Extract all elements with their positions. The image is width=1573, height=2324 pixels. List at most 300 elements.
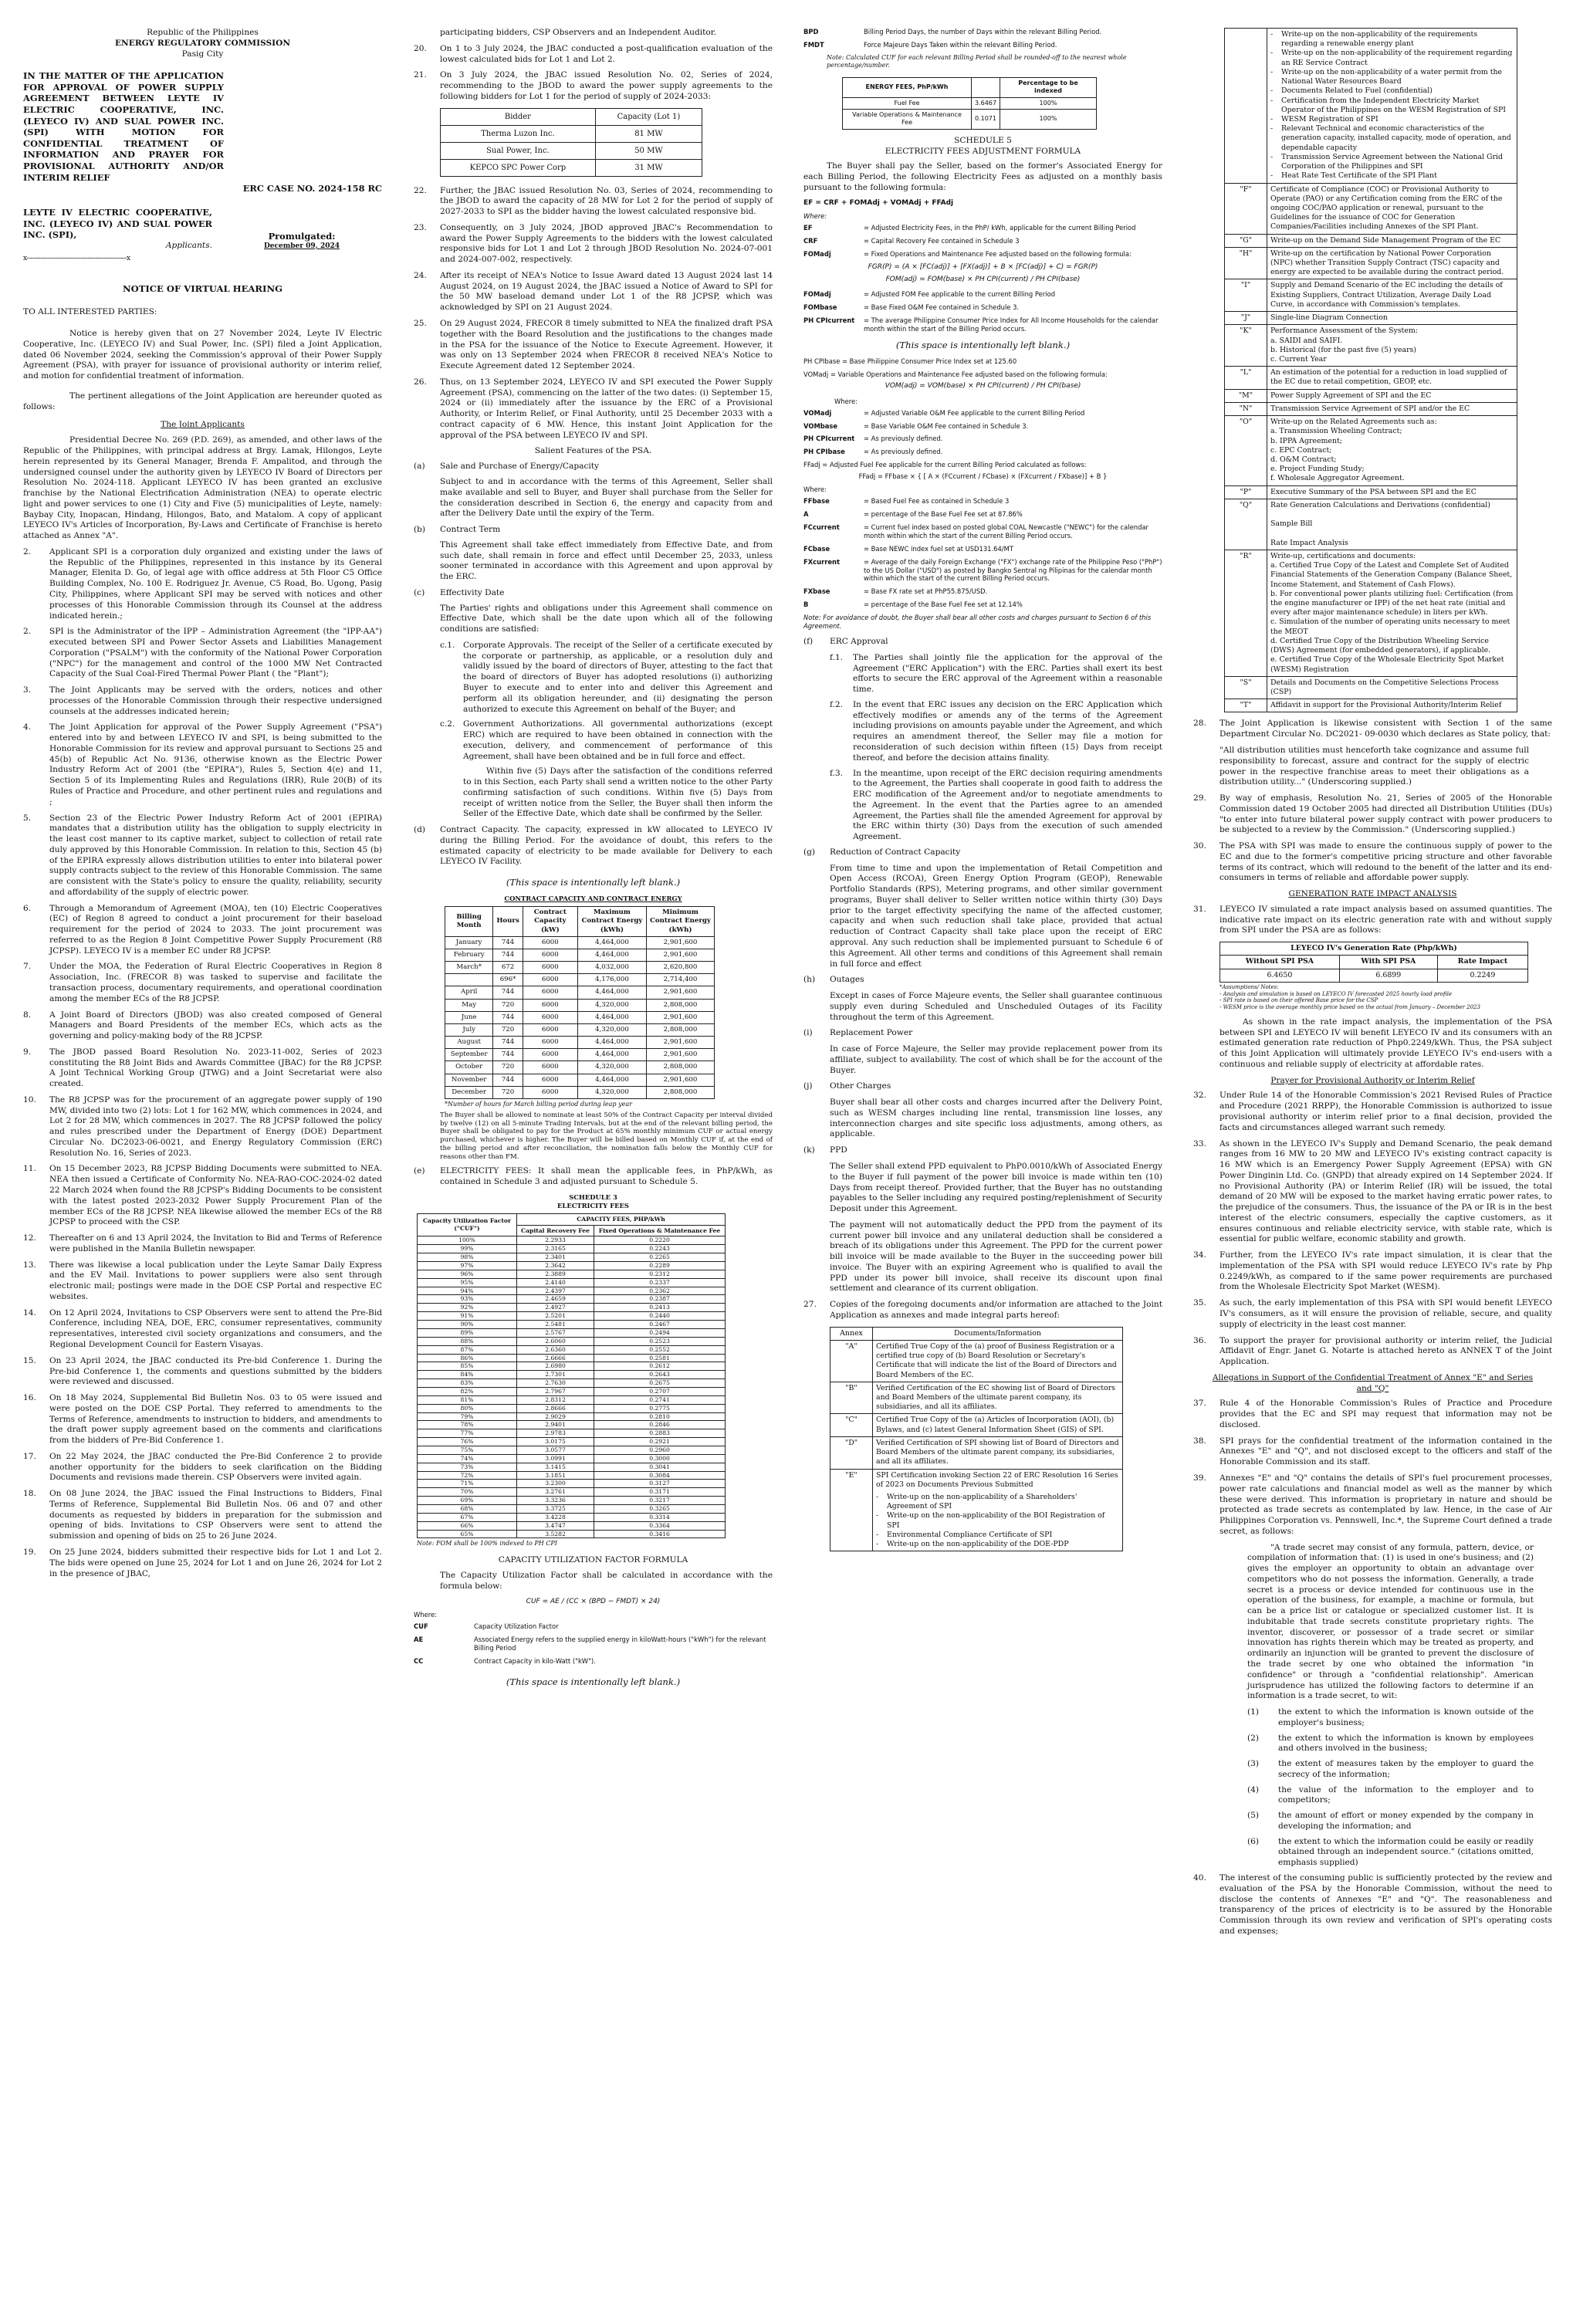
table-cell: 71% — [418, 1480, 517, 1488]
definition-text: = Base NEWC index fuel set at USD131.64/MT — [864, 544, 1013, 553]
table-cell: 2,808,000 — [647, 1061, 715, 1074]
annex-bullet: - Write-up on the non-applicability of the requirements regarding a renewable energy plant — [1270, 30, 1514, 49]
annex-bullet: - Documents Related to Fuel (confidential) — [1270, 86, 1514, 96]
heading-joint-applicants: The Joint Applicants — [161, 420, 245, 430]
rate-header-impact: Rate Impact — [1437, 956, 1527, 969]
promulgated-date: December 09, 2024 — [264, 242, 340, 250]
annex-row — [830, 1436, 1123, 1469]
table-cell: 6000 — [523, 949, 577, 961]
table-cell: 0.3364 — [594, 1521, 725, 1530]
definition-text: = Base FX rate set at PhP55.875/USD. — [864, 587, 988, 596]
table-cell: 73% — [418, 1463, 517, 1471]
fees-row — [418, 1504, 726, 1513]
fees-row — [418, 1438, 726, 1446]
table-cell: 4,176,000 — [577, 974, 646, 986]
table-cell: 3.3236 — [517, 1497, 594, 1505]
feature-i-text: In case of Force Majeure, the Seller may provide replacement power from its affiliate, subject to availability. The cost of which shall be for the account of the Buyer. — [830, 1044, 1162, 1075]
table-cell: July — [445, 1023, 493, 1036]
annex-row — [1225, 416, 1517, 486]
feature-g-label: (g) — [803, 847, 816, 857]
column-2: participating bidders, CSP Observers and an Independent Auditor. 20. On 1 to 3 July 2024, the JBAC conducted a post-qualification evaluation of the lowest calculated bids for Lot 1 and Lot 2. 21. On 3 July 2024, the JBAC issued Resolution No. 02, Series of 2024, recommending to the JBOD to award the power supply agreements to the following bidders for Lot 1 for the period of supply of 2024-2033: Bidder Capacity (Lot 1) Therma Luzon Inc. 81 MW Sual Power, Inc. 50 MW KEPCO SPC Power Corp 31 MW 22. Further, the JBAC issued Resolution No. 03, Series of 2024, recommending to the JBOD to award the capacity of 28 MW for Lot 2 for the period of supply of 2027-2033 to SPI as the bidder having the lowest calculated responsive bid. 23. Consequently, on 3 July 2024, JBOD approved JBAC's Recommendation to award the Power Supply Agreements to the bidders with the lowest calculated responsive bids for Lot 1 and Lot 2 through JBOD Resolution No. 2024-07-001 and 2024-007-002, respectively. 24. After its receipt of NEA's Notice to Issue Award dated 13 August 2024 last 14 August 2024, on 19 August 2024, the JBAC issued a Notice of Award to SPI for the 50 MW baseload demand under Lot 1 of the R8 JCPSP, which was acknowledged by SPI on 21 August 2024. 25. On 29 August 2024, FRECOR 8 timely submitted to NEA the finalized draft PSA together with the Board Resolution and the justifications to the changes made in the PSA for the issuance of the Notice to Execute Agreement. However, it was only on 13 September 2024 when FRECOR 8 received NEA's Notice to Execute Agreement dated 12 September 2024. 26. Thus, on 13 September 2024, LEYECO IV and SPI executed the Power Supply Agreement (PSA), commencing on the latter of the two dates: (i) September 15, 2024 or (ii) immediately after the issuance by the ERC of a Provisional Authority, or Interim Relief, or Final Authority, until 25 December 2033 with a contract capacity of 6 MW. Hence, this instant Joint Application for the approval of the PSA between LEYECO IV and SPI. Salient Features of the PSA. (a) Sale and Purchase of Energy/Capacity Subject to and in accordance with the terms of this Agreement, Seller shall make available and sell to Buyer, and Buyer shall purchase from the Seller for the consideration described in Section 6, the energy and capacity from and after the Delivery Date until the expiry of the Term. (b) Contract Term This Agreement shall take effect immediately from Effective Date, and from such date, shall remain in force and effect until December 25, 2033, unless sooner terminated in accordance with this Agreement and upon approval by the ERC. (c) Effectivity Date The Parties' rights and obligations under this Agreement shall commence on Effective Date, which shall be the date upon which all of the following conditions are satisfied: c.1. Corporate Approvals. The receipt of the Seller of a certificate executed by the corporate or partnership, as applicable, or a resolution duly and validly issued by the board of directors of Buyer, attesting to the fact that the board of directors of Buyer has adopted resolutions (i) authorizing Buyer to execute and to enter into and deliver this Agreement and perform all its obligation hereunder, and (ii) designating the person authorized to execute this Agreement on behalf of the Buyer; and c.2. Government Authorizations. All governmental authorizations (except ERC) which are required to have been obtained in connection with the execution, delivery, and commencement of performance of this Agreement, shall have been obtained and be in full force and effect. Within five (5) Days after the satisfaction of the conditions referred to in this Section, each Party shall send a written notice to the other Party confirming satisfaction of such conditions. Within five (5) Days from receipt of written notice from the Seller, the Buyer shall then inform the Seller of the Effective Date, which date shall be confirmed by the Seller. (d) Contract Capacity. The capacity, expressed in kW allocated to LEYECO IV during the Billing Period. For the avoidance of doubt, this refers to the estimated capacity of electricity to be made available for Delivery to each LEYECO IV Facility. (This space is intentionally left blank.) CONTRACT CAPACITY AND CONTRACT ENERGY Billing Month Hours Contract Capacity (kW) Maximum Contract Energy (kWh) Minimum Contract Energy (kWh) January 744 6000 4,464,000 2,901,600 February 744 6000 4,464,000 2,901,600 March* 672 6000 4,032,000 2,620,800 696* 6000 4,176,000 2,714,400 April 744 6000 4,464,000 2,901,600 May 720 6000 4,320,000 2,808,000 June 744 6000 4,464,000 2,901,600 July 720 6000 4,320,000 2,808,000 August 744 6000 4,464,000 2,901,600 September 744 6000 4,464,000 2,901,600 October 720 6000 4,320,000 2,808,000 November 744 6000 4,464,000 2,901,600 December 720 6000 4,320,000 2,808,000 *Number of hours for March billing period during leap year The Buyer shall be allowed to nominate at least 50% of the Contract Capacity per interval divided by twelve (12) on all 5-minute Trading Intervals, but at the end of the relevant billing period, the Buyer shall be obligated to pay for the Product at 65% monthly minimum CUF or actual energy purchased, whichever is higher. The Buyer will be billed based on Monthly CUF if, at the end of the billing period and after reconciliation, the nomination falls below the Monthly CUF for reasons other than FM. (e) ELECTRICITY FEES: It shall mean the applicable fees, in PhP/kWh, as contained in Schedule 3 and adjusted pursuant to Schedule 5. SCHEDULE 3 ELECTRICITY FEES Capacity Utilization Factor ("CUF") CAPACITY FEES, PHP/kWh Capital Recovery Fee Fixed Operations & Maintenance Fee 100% 2.2933 0.2220 99% 2.3165 0.2243 98% 2.3401 0.2265 97% 2.3642 0.2289 96% 2.3889 0.2312 95% 2.4140 0.2337 94% 2.4397 0.2362 93% 2.4659 0.2387 92% 2.4927 0.2413 91% 2.5201 0.2440 90% 2.5481 0.2467 89% 2.5767 0.2494 88% 2.6060 0.2523 87% 2.6360 0.2552 86% 2.6666 0.2581 85% 2.6980 0.2612 84% 2.7301 0.2643 83% 2.7630 0.2675 82% 2.7967 0.2707 81% 2.8312 0.2741 80% 2.8666 0.2775 79% 2.9029 0.2810 78% 2.9401 0.2846 77% 2.9783 0.2883 76% 3.0175 0.2921 75% 3.0577 0.2960 74% 3.0991 0.3000 73% 3.1415 0.3041 72% 3.1851 0.3084 71% 3.2300 0.3127 70% 3.2761 0.3171 69% 3.3236 0.3217 68% 3.3725 0.3265 67% 3.4228 0.3314 66% 3.4747 0.3364 65% 3.5282 0.3416 Note: FOM shall be 100% indexed to PH CPI CAPACITY UTILIZATION FACTOR FORMULA The Capacity Utilization Factor shall be calculated in accordance with the formula below: CUF = AE / (CC × (BPD − FMDT) × 24) Where: CUF Capacity Utilization Factor AE Associated Energy refers to the supplied energy in kiloWatt-hours ("kWh") for the relevant Billing Period CC Contract Capacity in kilo-Watt ("kW"). (This space is intentionally left blank.) — [414, 28, 773, 1687]
col1-item — [23, 1260, 382, 1303]
table-cell: 6000 — [523, 999, 577, 1011]
table-cell: 0.2494 — [594, 1328, 725, 1337]
annex-document: Write-up, certifications and documents: a. Certified True Copy of the Latest and Complete Set of Audited Financial Statements of the Generation Company (Balance Sheet, Income Statement, and Statement of Cash Flows). b. For conventional power plants utilizing fuel: Certification (from the engine manufacturer or IPP) of the net heat rate (initial and every after major maintenance schedule) in liters per kWh. c. Simulation of the number of operating units necessary to meet the MEOT d. Certified True Copy of the Distribution Wheeling Service (DWS) Agreement (for embedded generators), if applicable. e. Certified True Copy of the Wholesale Electricity Spot Market (WESM) Registration — [1267, 550, 1517, 676]
table-cell: 75% — [418, 1446, 517, 1454]
table-cell: 744 — [493, 1074, 523, 1086]
ef-definitions — [803, 224, 1162, 259]
index-header-percentage: Percentage to be indexed — [1000, 77, 1096, 97]
fees-row — [418, 1387, 726, 1395]
annex-letter: "H" — [1225, 247, 1267, 279]
definition-term: FOMadj — [803, 290, 831, 299]
item-text: On 29 August 2024, FRECOR 8 timely submitted to NEA the finalized draft PSA together with the Board Resolution and the justifications to the changes made in the PSA for the issuance of the Notice to Execute Agreement. However, it was only on 13 September 2024 when FRECOR 8 received NEA's Notice to Execute Agreement dated 12 September 2024. — [440, 319, 773, 371]
annex-bullet: - Write-up on the non-applicability of the requirement regarding an RE Service Contract — [1270, 49, 1514, 67]
heading-allegations: Allegations in Support of the Confidential Treatment of Annex "E" and Series and "Q" — [1212, 1372, 1534, 1393]
contract-energy-table — [445, 906, 715, 1099]
fom-definitions — [803, 290, 1162, 333]
col1-item — [23, 1010, 382, 1042]
column-1 — [23, 28, 382, 1585]
col1-item — [23, 685, 382, 717]
definition-row — [803, 545, 1162, 553]
item-text: As shown in the LEYECO IV's Supply and Demand Scenario, the peak demand ranges from 16 MW to 20 MW and LEYECO IV's existing contract capacity is 16 MW which is an Emergency Power Supply Agreement (EPSA) with GN Power Dinginin Ltd. Co. (GNPD) that already expired on 14 September 2024. If no Provisional Authority (PA) or Interim Relief (IR) will be issued, the total demand of 20 MW will be exposed to the market having erratic power rates, to the prejudice of the consumers. Thus, the issuance of the PA or IR is in the best interest of the electric consumers, especially the captive customers, as it ensures continuous and reliable electricity service, with stable rate, which is essential for public welfare, economic stability and growth. — [1219, 1138, 1552, 1244]
item-text: Thereafter on 6 and 13 April 2024, the Invitation to Bid and Terms of Reference were published in the Manila Bulletin newspaper. — [49, 1233, 382, 1253]
factor-number: (2) — [1247, 1733, 1260, 1743]
table-cell: 0.3127 — [594, 1480, 725, 1488]
rate-table-title: LEYECO IV's Generation Rate (Php/kWh) — [1220, 942, 1528, 956]
table-cell: December — [445, 1086, 493, 1098]
fees-row — [418, 1362, 726, 1371]
heading-cuf-formula: CAPACITY UTILIZATION FACTOR FORMULA — [498, 1555, 688, 1565]
definition-text: Billing Period Days, the number of Days within the relevant Billing Period. — [864, 28, 1102, 36]
factor-item — [1247, 1707, 1534, 1729]
feature-d-contract-capacity: Contract Capacity. The capacity, expressed in kW allocated to LEYECO IV during the Billing Period. For the avoidance of doubt, this refers to the estimated capacity of electricity to be made available for Delivery to each LEYECO IV Facility. — [440, 825, 773, 867]
annex-bullet: - Relevant Technical and economic characteristics of the generation capacity, installed capacity, mode of operation, and dependable capacity — [1270, 124, 1514, 153]
table-cell: 720 — [493, 1086, 523, 1098]
table-cell: 4,032,000 — [577, 962, 646, 974]
table-cell: 89% — [418, 1328, 517, 1337]
schedule-5-paragraph: The Buyer shall pay the Seller, based on the former's Associated Energy for each Billing Period, the following Electricity Fees as adjusted on a monthly basis pursuant to the following formula: — [803, 161, 1162, 192]
item-text: Consequently, on 3 July 2024, JBOD approved JBAC's Recommendation to award the Power Supply Agreements to the bidders with the lowest calculated responsive bids for Lot 1 and Lot 2 through JBOD Resolution No. 2024-07-001 and 2024-007-002, respectively. — [440, 222, 773, 265]
table-cell: 0.2960 — [594, 1446, 725, 1454]
table-cell: 68% — [418, 1504, 517, 1513]
factor-number: (1) — [1247, 1707, 1260, 1717]
annex-document: Supply and Demand Scenario of the EC including the details of Existing Suppliers, Contract Utilization, Average Daily Load Curve, in accordance with Commission's templates. — [1267, 279, 1517, 312]
energy-row — [445, 936, 715, 949]
ff-where: Where: — [803, 485, 827, 494]
definition-term: VOMbase — [803, 421, 838, 430]
fees-row — [418, 1429, 726, 1438]
fees-note: Note: FOM shall be 100% indexed to PH CPI — [417, 1540, 557, 1548]
energy-header-cell: Billing Month — [445, 907, 493, 937]
ff-note: Note: For avoidance of doubt, the Buyer shall bear all other costs and charges pursuant to Section 6 of this Agreement. — [803, 614, 1152, 631]
definition-text: Capacity Utilization Factor — [474, 1622, 559, 1631]
definition-term: FCcurrent — [803, 523, 840, 531]
fees-row — [418, 1513, 726, 1521]
item-number: 36. — [1193, 1335, 1206, 1345]
definition-term: PH CPIcurrent — [803, 435, 855, 443]
table-cell: 90% — [418, 1321, 517, 1329]
definition-row — [803, 435, 1162, 443]
definition-row — [803, 41, 1162, 49]
energy-row — [445, 949, 715, 961]
energy-row — [445, 1011, 715, 1023]
feature-f-label: (f) — [803, 637, 814, 647]
energy-row — [445, 1023, 715, 1036]
rate-table-notes: *Assumptions/ Notes: - Analysis and simulation is based on LEYECO IV forecasted 2025 hourly load profile - SPI rate is based on their offered Base price for the CSP - WESM price is the average monthly price based on the actual from January – December 2023 — [1219, 983, 1480, 1011]
item-number: 14. — [23, 1307, 36, 1318]
col4a-item — [1193, 1336, 1552, 1368]
item-30: The PSA with SPI was made to ensure the continuous supply of power to the EC and due to the former's competitive pricing structure and other favorable terms of its contract, which will redound to the benefit of the latter and its end-consumers in terms of reliable and affordable power supply. — [1219, 841, 1552, 883]
definition-term: VOMadj — [803, 408, 832, 417]
table-cell: 744 — [493, 1037, 523, 1049]
rate-with-value: 6.6899 — [1339, 969, 1437, 982]
energy-header-cell: Hours — [493, 907, 523, 937]
annex-row — [1225, 389, 1517, 402]
table-cell: 2,808,000 — [647, 1023, 715, 1036]
item-number: 3. — [23, 685, 32, 695]
item-text: SPI is the Administrator of the IPP – Administration Agreement (the "IPP-AA") executed between SPI and Power Sector Assets and Liabilities Management Corporation ("PSALM") with the conformity of the National Power Corporation ("NPC") for the management and control of the 1000 MW Net Contracted Capacity of the Sual Coal-Fired Thermal Power Plant ( the "Plant"); — [49, 627, 382, 679]
erc-approval-f1: The Parties shall jointly file the application for the approval of the Agreement ("ERC Application") with the ERC. Parties shall exert its best efforts to secure the ERC approval of the Agreement within a reasonable time. — [853, 652, 1162, 695]
ff-definitions — [803, 497, 1162, 609]
fees-row — [418, 1488, 726, 1497]
table-cell: 79% — [418, 1412, 517, 1421]
factor-item — [1247, 1811, 1534, 1832]
table-cell: 100% — [418, 1236, 517, 1245]
quote-trade-secret: "A trade secret may consist of any formula, pattern, device, or compilation of information that: (1) is used in one's business; and (2) gives the employer an opportunity to obtain an advantage over competitors who do not possess the information. Generally, a trade secret is a process or device intended for continuous use in the operation of the business, for example, a machine or formula, but can be a price list or catalogue or specialized customer list. It is indubitable that trade secrets constitute proprietary rights. The inventor, discoverer, or possessor of a trade secret or similar innovation has rights therein which may be treated as property, and ordinarily an injunction will be granted to prevent the disclosure of the trade secret by one who obtained the information "in confidence" or through a "confidential relationship". American jurisprudence has utilized the following factors to determine if an information is a trade secret, to wit: — [1247, 1542, 1534, 1701]
table-cell: 2.3642 — [517, 1262, 594, 1270]
table-cell: 0.2387 — [594, 1295, 725, 1304]
table-cell: 2.9029 — [517, 1412, 594, 1421]
vom-paragraph: VOMadj = Variable Operations and Maintenance Fee adjusted based on the following formula: — [803, 370, 1108, 379]
fees-row — [418, 1278, 726, 1287]
annex-document: Certificate of Compliance (COC) or Provisional Authority to Operate (PAO) or any Certification coming from the ERC of the ongoing COC/PAO application or renewal, pursuant to the Guidelines for the issuance of COC for Generation Companies/Facilities including Annexes of the SPI Plant. — [1267, 183, 1517, 234]
annex-bullet: - Certification from the Independent Electricity Market Operator of the Philippines on the WESM Registration of SPI — [1270, 96, 1514, 115]
table-cell: 70% — [418, 1488, 517, 1497]
table-cell: 77% — [418, 1429, 517, 1438]
table-cell: 0.2362 — [594, 1287, 725, 1295]
annex-bullet: - Write-up on the non-applicability of a water permit from the National Water Resources Board — [1270, 68, 1514, 86]
table-cell: 0.3416 — [594, 1530, 725, 1538]
heading-prayer: Prayer for Provisional Authority or Interim Relief — [1270, 1075, 1475, 1085]
col4b-item — [1193, 1436, 1552, 1468]
table-cell: 0.2810 — [594, 1412, 725, 1421]
item-number: 8. — [23, 1010, 32, 1020]
feature-j-text: Buyer shall bear all other costs and charges incurred after the Delivery Point, such as WESM charges including line rental, transmission line losses, any interconnection charges and site specific loss adjustments, among others, as applicable. — [830, 1098, 1162, 1139]
factor-text: the extent to which the information is known outside of the employer's business; — [1278, 1707, 1534, 1727]
definition-text: = The average Philippine Consumer Price Index for All Income Households for the calendar month within the start of the Billing Period occurs. — [864, 316, 1159, 333]
fees-row — [418, 1371, 726, 1379]
item-text: On 08 June 2024, the JBAC issued the Final Instructions to Bidders, Final Terms of Reference, Supplemental Bid Bulletin Nos. 06 and 07 and other documents as requested by bidders in preparation for the submission and opening of bids. Invitations to CSP Observers were sent to attend the submission and opening of bids on 25 to 26 June 2024. — [49, 1489, 382, 1541]
fees-row — [418, 1270, 726, 1278]
table-cell: 0.2643 — [594, 1371, 725, 1379]
annex-letter: "M" — [1225, 389, 1267, 402]
energy-row — [445, 1086, 715, 1098]
item-text: On 3 July 2024, the JBAC issued Resolution No. 02, Series of 2024, recommending to the JBOD to award the power supply agreements to the following bidders for Lot 1 for the period of supply of 2024-2033: — [440, 70, 773, 101]
fees-row — [418, 1480, 726, 1488]
table-cell: 2.2933 — [517, 1236, 594, 1245]
item-text: As such, the early implementation of this PSA with SPI would benefit LEYECO IV's consumers, as it will ensure the provision of reliable, secure, and quality supply of electricity in the least cost manner. — [1219, 1298, 1552, 1329]
table-cell: Therma Luzon Inc. — [441, 125, 596, 142]
feature-label: (b) — [414, 525, 426, 535]
item-31: LEYECO IV simulated a rate impact analysis based on assumed quantities. The indicative rate impact on its electric generation rate with and without supply from SPI under the PSA are as follows: — [1219, 904, 1552, 935]
definition-row — [414, 1622, 773, 1631]
cuf-where: Where: — [414, 1611, 437, 1619]
col4a-item — [1193, 1298, 1552, 1330]
table-cell: 696* — [493, 974, 523, 986]
table-cell: 72% — [418, 1471, 517, 1480]
index-header-fee: ENERGY FEES, PhP/kWh — [843, 77, 972, 97]
definition-text: = As previously defined. — [864, 448, 943, 456]
table-cell: 2.8666 — [517, 1404, 594, 1412]
blank-note-2: (This space is intentionally left blank.) — [506, 1676, 681, 1687]
table-cell: 2.7301 — [517, 1371, 594, 1379]
table-cell: 720 — [493, 1061, 523, 1074]
table-cell: 0.2312 — [594, 1270, 725, 1278]
table-cell: 2.4927 — [517, 1304, 594, 1312]
factor-text: the extent of measures taken by the employer to guard the secrecy of the information; — [1278, 1759, 1534, 1779]
case-number: ERC CASE NO. 2024-158 RC — [242, 183, 382, 195]
item-number: 2. — [23, 546, 32, 556]
fees-header-fom: Fixed Operations & Maintenance Fee — [594, 1225, 725, 1236]
rate-header-with: With SPI PSA — [1339, 956, 1437, 969]
item-number: 16. — [23, 1393, 36, 1403]
item-text: The JBOD passed Board Resolution No. 2023-11-002, Series of 2023 constituting the R8 Joint Bids and Awards Committee (JBAC) for the R8 JCPSP. A Joint Technical Working Group (JTWG) and a Joint Secretariat were also created. — [49, 1047, 382, 1089]
table-cell: 0.3171 — [594, 1488, 725, 1497]
table-cell: 3.5282 — [517, 1530, 594, 1538]
fees-row — [418, 1354, 726, 1362]
table-cell: 65% — [418, 1530, 517, 1538]
factor-number: (6) — [1247, 1836, 1260, 1846]
table-cell: 6000 — [523, 1086, 577, 1098]
table-cell: 744 — [493, 1049, 523, 1061]
table-cell: 92% — [418, 1304, 517, 1312]
promulgated-label: Promulgated: — [268, 231, 336, 242]
erc-approval-f2: In the event that ERC issues any decision on the ERC Application which effectively modifies or amends any of the terms of the Agreement including provisions on amounts payable under the Agreement, and which requires an amendment thereof, the Seller may file a motion for reconsideration of such decision within fifteen (15) Days from receipt thereof, and before the decision attains finality. — [853, 699, 1162, 763]
fees-row — [418, 1404, 726, 1412]
table-cell: 0.2289 — [594, 1262, 725, 1270]
index-row — [843, 97, 1097, 109]
table-cell — [445, 974, 493, 986]
factor-item — [1247, 1734, 1534, 1755]
erc-approval-f3: In the meantime, upon receipt of the ERC decision requiring amendments to the Agreement, the Parties shall cooperate in good faith to address the ERC modification of the Agreement and/or to negotiate amendments to the Agreement. In the event that the Parties agree to an amended Agreement, the Parties shall file the amended Agreement for approval by the ERC within thirty (30) Days from the execution of such amended Agreement. — [853, 768, 1162, 842]
annex-row — [1225, 499, 1517, 550]
bid-row — [441, 142, 702, 159]
item-29: By way of emphasis, Resolution No. 21, Series of 2005 of the Honorable Commission dated 19 October 2005 had directed all Distribution Utilities (DUs) "to enter into future bilateral power supply contract with power producers to be subjected to a review by the Commission." (Underscoring supplied.) — [1219, 793, 1552, 835]
definition-text: Force Majeure Days Taken within the relevant Billing Period. — [864, 40, 1057, 49]
table-cell: 81 MW — [595, 125, 702, 142]
col1-item — [23, 722, 382, 807]
table-cell: 2.5201 — [517, 1312, 594, 1321]
table-cell: 0.2440 — [594, 1312, 725, 1321]
item-number: 21. — [414, 70, 427, 80]
energy-row — [445, 1061, 715, 1074]
table-cell: 6000 — [523, 974, 577, 986]
annex-document: Transmission Service Agreement of SPI and/or the EC — [1267, 402, 1517, 415]
fees-header-cuf: Capacity Utilization Factor ("CUF") — [418, 1213, 517, 1236]
definition-term: PH CPIcurrent — [803, 316, 855, 325]
table-cell: 6000 — [523, 1049, 577, 1061]
table-cell: 4,464,000 — [577, 1074, 646, 1086]
table-cell: 2.9783 — [517, 1429, 594, 1438]
republic-line: Republic of the Philippines — [147, 28, 259, 37]
rate-impact-value: 0.2249 — [1437, 969, 1527, 982]
table-cell: 88% — [418, 1337, 517, 1345]
table-cell: 744 — [493, 1011, 523, 1023]
vom-equation: VOM(adj) = VOM(base) × PH CPI(current) / PH CPI(base) — [885, 381, 1081, 390]
bid-header-bidder: Bidder — [441, 108, 596, 125]
definition-term: EF — [803, 224, 813, 232]
definition-term: CRF — [803, 237, 818, 245]
factor-number: (4) — [1247, 1784, 1260, 1795]
definition-row — [803, 558, 1162, 584]
table-cell: 76% — [418, 1438, 517, 1446]
table-cell: 6000 — [523, 1011, 577, 1023]
vom-where: Where: — [834, 397, 858, 405]
item-text: Under Rule 14 of the Honorable Commission's 2021 Revised Rules of Practice and Procedure (2021 RRPP), the Honorable Commission is authorized to issue provisional authority or interim relief prior to a final decision, provided the facts and circumstances alleged warrant such remedy. — [1219, 1091, 1552, 1132]
definition-term: FMDT — [803, 40, 824, 49]
definition-row — [803, 303, 1162, 312]
table-cell: 3.4747 — [517, 1521, 594, 1530]
table-cell: 4,320,000 — [577, 1023, 646, 1036]
table-cell: 0.2775 — [594, 1404, 725, 1412]
definition-text: = Adjusted Variable O&M Fee applicable to the current Billing Period — [864, 408, 1085, 417]
heading-contract-energy: CONTRACT CAPACITY AND CONTRACT ENERGY — [504, 895, 682, 903]
table-cell: 3.1415 — [517, 1463, 594, 1471]
fees-row — [418, 1463, 726, 1471]
item-text: The Joint Application for approval of the Power Supply Agreement ("PSA") entered into by and between LEYECO IV and SPI, is being submitted to the Honorable Commission for its review and approval pursuant to Sections 25 and 45(b) of Republic Act No. 9136, otherwise known as the Electric Power Industry Reform Act of 2001 (the "EPIRA"), Rules 5, Section 4(e) and 11, Section 5 of its Implementing Rules and Regulations (IRR), Rule 20(B) of its Rules of Practice and Procedure, and other pertinent rules and regulations and ; — [49, 722, 382, 807]
index-row — [843, 110, 1097, 130]
table-cell: 2.6980 — [517, 1362, 594, 1371]
annex-row — [1225, 325, 1517, 367]
table-cell: 6000 — [523, 1037, 577, 1049]
definition-term: AE — [414, 1636, 424, 1644]
rate-impact-table — [1219, 942, 1528, 983]
table-cell: 2,808,000 — [647, 1086, 715, 1098]
blank-note-1: (This space is intentionally left blank.) — [506, 877, 681, 888]
trade-secret-factors — [1247, 1707, 1534, 1869]
annex-document: Single-line Diagram Connection — [1267, 312, 1517, 325]
table-cell: 66% — [418, 1521, 517, 1530]
item-number: 10. — [23, 1094, 36, 1104]
table-cell: 0.1071 — [971, 110, 1000, 130]
table-cell: 85% — [418, 1362, 517, 1371]
commission-city: Pasig City — [181, 49, 224, 59]
col1-item — [23, 627, 382, 680]
item-text: On 25 June 2024, bidders submitted their respective bids for Lot 1 and Lot 2. The bids were opened on June 25, 2024 for Lot 1 and on June 26, 2024 for Lot 2 in the presence of JBAC, — [49, 1547, 382, 1578]
quote-28: "All distribution utilities must henceforth take cognizance and assume full responsibility to forecast, assure and contract for the supply of electric power in the respective franchise areas to meet their obligations as a distribution utility..." (Underscoring supplied.) — [1219, 745, 1529, 787]
annex-document: Affidavit in support for the Provisional Authority/Interim Relief — [1267, 699, 1517, 712]
cuf-intro: The Capacity Utilization Factor shall be calculated in accordance with the formula below: — [440, 1571, 773, 1591]
item-number: 33. — [1193, 1138, 1206, 1148]
table-cell: September — [445, 1049, 493, 1061]
table-cell: 2.4659 — [517, 1295, 594, 1304]
definition-row — [803, 422, 1162, 431]
definition-term: FXcurrent — [803, 557, 841, 566]
table-cell: 0.3265 — [594, 1504, 725, 1513]
col1-item — [23, 1308, 382, 1351]
energy-header-cell: Minimum Contract Energy (kWh) — [647, 907, 715, 937]
item-number: 19. — [23, 1547, 36, 1557]
factor-text: the extent to which the information is known by employees and others involved in the business; — [1278, 1733, 1534, 1754]
table-cell: 6000 — [523, 986, 577, 999]
col4a-item — [1193, 1091, 1552, 1133]
annex-row — [1225, 550, 1517, 676]
fees-row — [418, 1287, 726, 1295]
table-cell: October — [445, 1061, 493, 1074]
salient-feature — [414, 525, 773, 583]
salient-feature — [414, 588, 773, 635]
item-text: A Joint Board of Directors (JBOD) was also created composed of General Managers and Board Presidents of the member ECs, which acts as the governing and policy-making body of the R8 JCPSP. — [49, 1010, 382, 1041]
annex-row — [830, 1414, 1123, 1436]
definition-text: = Capital Recovery Fee contained in Schedule 3 — [864, 237, 1020, 245]
annex-letter: "G" — [1225, 234, 1267, 247]
condition-within: Within five (5) Days after the satisfaction of the conditions referred to in this Section, each Party shall send a written notice to the other Party confirming satisfaction of such conditions. Within five (5) Days from receipt of written notice from the Seller, the Buyer shall then inform the Seller of the Effective Date, which date shall be confirmed by the Seller. — [463, 766, 773, 819]
table-cell: 31 MW — [595, 159, 702, 176]
ef-equation: EF = CRF + FOMAdj + VOMAdj + FFAdj — [803, 198, 954, 207]
annex-row — [1225, 699, 1517, 712]
col2-list-a — [414, 44, 773, 103]
rate-without-value: 6.4650 — [1220, 969, 1340, 982]
lot1-bidder-table — [440, 108, 702, 177]
definition-text: = percentage of the Base Fuel Fee set at 87.86% — [864, 509, 1023, 518]
col1-item — [23, 1452, 382, 1483]
definition-text: = Current fuel index based on posted global COAL Newcastle ("NEWC") for the calendar month within which the start of the current Billing Period occurs. — [864, 523, 1148, 540]
item-number: 22. — [414, 185, 427, 195]
col1-item — [23, 1095, 382, 1159]
col4b-item — [1193, 1399, 1552, 1430]
table-cell: 0.2741 — [594, 1395, 725, 1404]
table-cell: 2.9401 — [517, 1421, 594, 1429]
definition-text: = percentage of the Base Fuel Fee set at 12.14% — [864, 600, 1023, 609]
definition-row — [803, 316, 1162, 333]
annex-row — [1225, 234, 1517, 247]
fees-row — [418, 1454, 726, 1463]
table-cell: 100% — [1000, 110, 1096, 130]
item-number: 39. — [1193, 1473, 1206, 1483]
feature-j-label: (j) — [803, 1081, 813, 1091]
definition-term: BPD — [803, 28, 819, 36]
annex-document: Certified True Copy of the (a) Articles of Incorporation (AOI), (b) Bylaws, and (c) latest General Information Sheet (GIS) of SPI. — [873, 1414, 1123, 1436]
column-3: BPD Billing Period Days, the number of Days within the relevant Billing Period. FMDT Force Majeure Days Taken within the relevant Billing Period. Note: Calculated CUF for each relevant Billing Period shall be rounded-off to the nearest whole percentage/number. ENERGY FEES, PhP/kWh Percentage to be indexed Fuel Fee 3.6467 100% Variable Operations & Maintenance Fee 0.1071 100% SCHEDULE 5 ELECTRICITY FEES ADJUSTMENT FORMULA The Buyer shall pay the Seller, based on the former's Associated Energy for each Billing Period, the following Electricity Fees as adjusted on a monthly basis pursuant to the following formula: EF = CRF + FOMAdj + VOMAdj + FFAdj Where: EF = Adjusted Electricity Fees, in the PhP/ kWh, applicable for the current Billing Period CRF = Capital Recovery Fee contained in Schedule 3 FOMadj = Fixed Operations and Maintenance Fee adjusted based on the following formula: FGR(P) = (A × [FC(adj)] + [FX(adj)] + B × [FC(adj)] + C) = FGR(P) FOM(adj) = FOM(base) × PH CPI(current) / PH CPI(base) FOMadj = Adjusted FOM Fee applicable to the current Billing Period FOMbase = Base Fixed O&M Fee contained in Schedule 3. PH CPIcurrent = The average Philippine Consumer Price Index for All Income Households for the calendar month within the start of the Billing Period occurs. (This space is intentionally left blank.) PH CPIbase = Base Philippine Consumer Price Index set at 125.60 VOMadj = Variable Operations and Maintenance Fee adjusted based on the following formula: VOM(adj) = VOM(base) × PH CPI(current) / PH CPI(base) Where: VOMadj = Adjusted Variable O&M Fee applicable to the current Billing Period VOMbase = Base Variable O&M Fee contained in Schedule 3. PH CPIcurrent = As previously defined. PH CPIbase = As previously defined. FFadj = Adjusted Fuel Fee applicable for the current Billing Period calculated as follows: FFadj = FFbase × { [ A × (FCcurrent / FCbase) × (FXcurrent / FXbase)] + B } Where: FFbase = Based Fuel Fee as contained in Schedule 3 A = percentage of the Base Fuel Fee set at 87.86% FCcurrent = Current fuel index based on posted global COAL Newcastle ("NEWC") for the calendar month within which the start of the current Billing Period occurs. FCbase = Base NEWC index fuel set at USD131.64/MT FXcurrent = Average of the daily Foreign Exchange ("FX") exchange rate of the Philippine Peso ("PhP") to the US Dollar ("USD") as posted by Bangko Sentral ng Pilipinas for the calendar month within which the start of the current Billing Period occurs. FXbase = Base FX rate set at PhP55.875/USD. B = percentage of the Base Fuel Fee set at 12.14% Note: For avoidance of doubt, the Buyer shall bear all other costs and charges pursuant to Section 6 of this Agreement. (f) ERC Approval f.1. The Parties shall jointly file the application for the approval of the Agreement ("ERC Application") with the ERC. Parties shall exert its best efforts to secure the ERC approval of the Agreement within a reasonable time. f.2. In the event that ERC issues any decision on the ERC Application which effectively modifies or amends any of the terms of the Agreement including provisions on amounts payable under the Agreement, and which requires an amendment thereof, the Seller may file a motion for reconsideration of such decision within fifteen (15) Days from receipt thereof, and before the decision attains finality. f.3. In the meantime, upon receipt of the ERC decision requiring amendments to the Agreement, the Parties shall cooperate in good faith to address the ERC modification of the Agreement and/or to negotiate amendments to the Agreement. In the event that the Parties agree to an amended Agreement, the Parties shall file the amended Agreement for approval by the ERC within thirty (30) Days from the execution of such amended Agreement. (g) Reduction of Contract Capacity From time to time and upon the implementation of Retail Competition and Open Access (RCOA), Green Energy Option Program (GEOP), Renewable Portfolio Standards (RPS), Metering programs, and other similar government programs, Buyer shall deliver to Seller written notice within thirty (30) Days prior to the target effectivity specifying the name of the affected customer, capacity and when such reduction shall take place, provided that actual reduction of Contract Capacity shall take place upon the receipt of ERC approval. Any such reduction shall be implemented pursuant to Schedule 6 of this Agreement. All other terms and conditions of this Agreement shall remain in full force and effect (h) Outages Except in cases of Force Majeure events, the Seller shall guarantee continuous supply even during Scheduled and Unscheduled Outages of its Facility throughout the term of this Agreement. (i) Replacement Power In case of Force Majeure, the Seller may provide replacement power from its affiliate, subject to availability. The cost of which shall be for the account of the Buyer. (j) Other Charges Buyer shall bear all other costs and charges incurred after the Delivery Point, such as WESM charges including line rental, transmission line losses, any interconnection charges and site specific loss adjustments, among others, as applicable. (k) PPD The Seller shall extend PPD equivalent to PhP0.0010/kWh of Associated Energy to the Buyer if full payment of the power bill invoice is made within ten (10) Days from receipt thereof. Provided further, that the Buyer has no outstanding payables to the Seller including any required posting/replenishment of Security Deposit under this Agreement. The payment will not automatically deduct the PPD from the payment of its current power bill invoice and any unilateral deduction shall be considered a breach of its obligations under this Agreement. The PPD for the current power bill invoice will be made available to the Buyer in the succeeding power bill invoice. The Buyer with an expiring Agreement who is qualified to avail the PPD under its power bill invoice, shall receive its discount upon final settlement and clearance of its current obligation. 27. Copies of the foregoing documents and/or information are attached to the Joint Application as annexes and made integral parts hereof: Annex Documents/Information "A" Certified True Copy of the (a) proof of Business Registration or a certified true copy of (b) Board Resolution or Secretary's Certificate that will indicate the list of the Board of Directors and Board Members of the EC. "B" Verified Certification of the EC showing list of Board of Directors and Board Members of the ultimate parent company, its subsidiaries, and all its affiliates. "C" Certified True Copy of the (a) Articles of Incorporation (AOI), (b) Bylaws, and (c) latest General Information Sheet (GIS) of SPI. "D" Verified Certification of SPI showing list of Board of Directors and Board Members of the ultimate parent company, its subsidiaries, and all its affiliates. "E" SPI Certification invoking Section 22 of ERC Resolution 16 Series of 2023 on Documents Previous Submitted - Write-up on the non-applicability of a Shareholders' Agreement of SPI - Write-up on the non-applicability of the BOI Registration of SPI - Environmental Compliance Certificate of SPI - Write-up on the non-applicability of the DOE-PDP — [803, 28, 1162, 1551]
table-cell: 2.3889 — [517, 1270, 594, 1278]
definition-text: = As previously defined. — [864, 435, 943, 443]
factor-number: (5) — [1247, 1811, 1260, 1821]
definition-text: Contract Capacity in kilo-Watt ("kW"). — [474, 1657, 596, 1666]
definition-row — [414, 1657, 773, 1666]
fees-row — [418, 1412, 726, 1421]
table-cell: 80% — [418, 1404, 517, 1412]
table-cell: 2,901,600 — [647, 936, 715, 949]
fees-row — [418, 1345, 726, 1354]
applicants-label: Applicants. — [165, 240, 212, 250]
annex-row — [1225, 279, 1517, 312]
col1-item — [23, 962, 382, 1004]
item-number: 17. — [23, 1451, 36, 1461]
definition-row — [803, 510, 1162, 519]
fees-row — [418, 1312, 726, 1321]
table-cell: 100% — [1000, 97, 1096, 109]
col1-item — [23, 1393, 382, 1446]
table-cell: 2.3165 — [517, 1245, 594, 1253]
table-cell: January — [445, 936, 493, 949]
feature-label: (a) — [414, 462, 425, 472]
item-text: Further, the JBAC issued Resolution No. 03, Series of 2024, recommending to the JBOD to award the capacity of 28 MW for Lot 2 for the period of supply of 2027-2033 to SPI as the bidder having the lowest calculated responsive bid. — [440, 185, 773, 217]
fees-row — [418, 1337, 726, 1345]
feature-heading: Sale and Purchase of Energy/Capacity — [440, 462, 600, 472]
item-text: On 22 May 2024, the JBAC conducted the Pre-Bid Conference 2 to provide another opportunity for the bidders to seek clarification on the Bidding Documents and revisions made therein. CSP Observers were invited again. — [49, 1451, 382, 1483]
